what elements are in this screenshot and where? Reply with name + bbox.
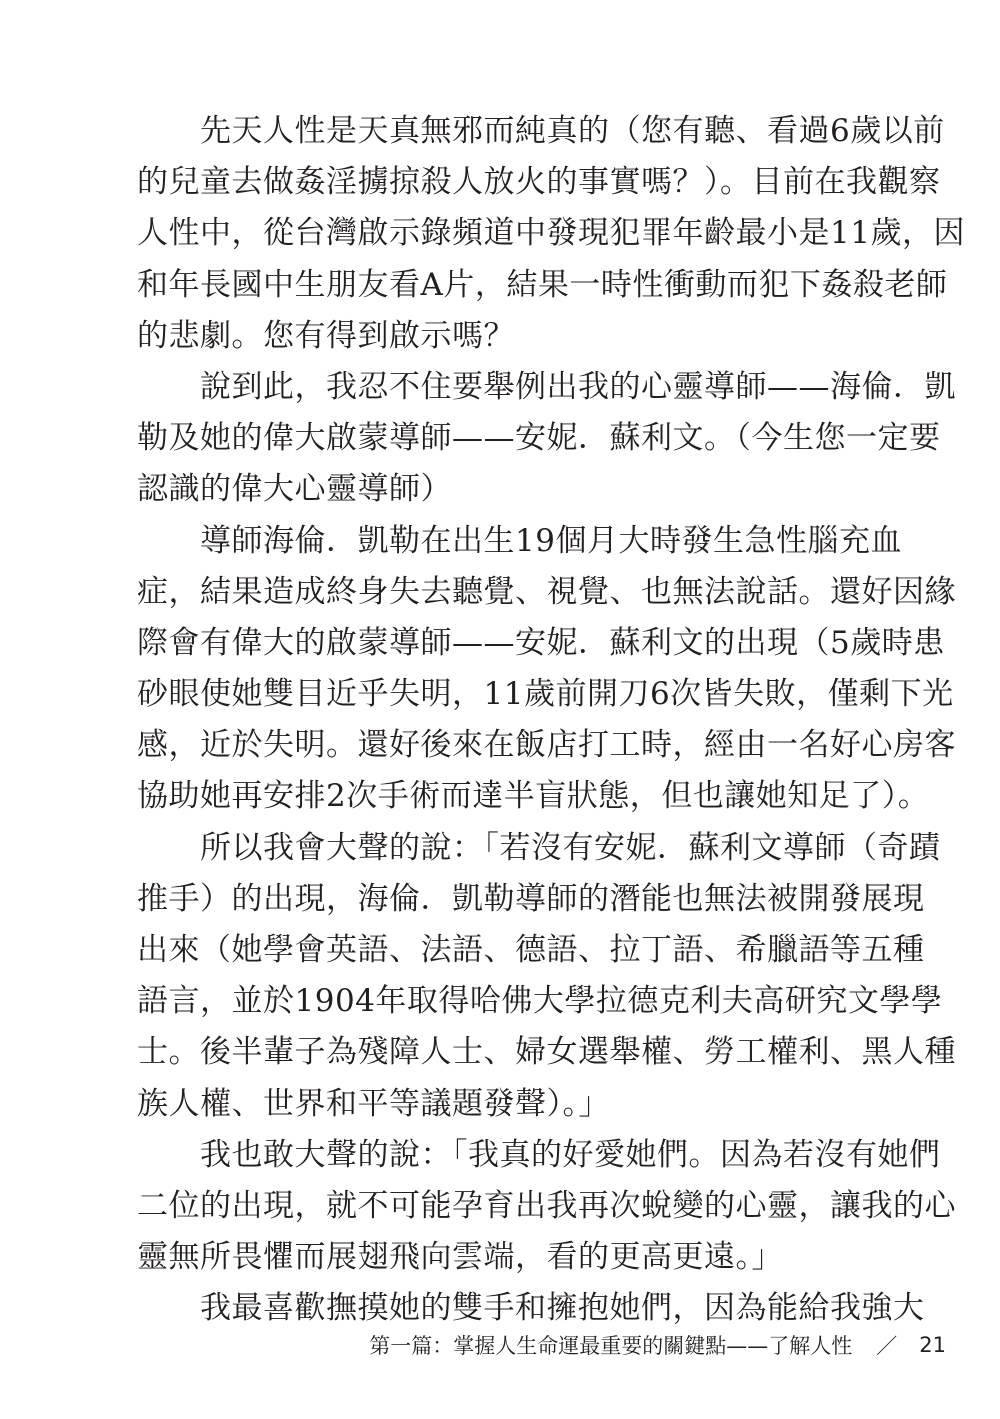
text-line: 導師海倫．凱勒在出生19個月大時發生急性腦充血: [137, 522, 902, 559]
chapter-title: 第一篇：掌握人生命運最重要的關鍵點——了解人性: [369, 1334, 853, 1358]
text-line: 出來（她學會英語、法語、德語、拉丁語、希臘語等五種: [137, 932, 925, 968]
text-line: 族人權、世界和平等議題發聲）。」: [137, 1085, 610, 1122]
body-text: [137, 106, 965, 1335]
text-line: 的悲劇。您有得到啟示嗎？: [137, 317, 515, 354]
text-line: 先天人性是天真無邪而純真的（您有聽、看過6歲以前: [137, 113, 945, 149]
text-line: 的兒童去做姦淫擄掠殺人放火的事實嗎？）。目前在我觀察: [137, 164, 941, 201]
text-line: 砂眼使她雙目近乎失明，11歲前開刀6次皆失敗，僅剩下光: [137, 676, 954, 713]
text-line: 人性中，從台灣啟示錄頻道中發現犯罪年齡最小是11歲，因: [137, 215, 965, 252]
text-line: 感，近於失明。還好後來在飯店打工時，經由一名好心房客: [137, 727, 956, 764]
running-footer: [369, 1330, 946, 1360]
text-line: 我最喜歡撫摸她的雙手和擁抱她們，因為能給我強大: [137, 1290, 925, 1327]
text-line: 說到此，我忍不住要舉例出我的心靈導師——海倫．凱: [137, 368, 956, 405]
text-line: 二位的出現，就不可能孕育出我再次蛻變的心靈，讓我的心: [137, 1187, 956, 1224]
text-line: 推手）的出現，海倫．凱勒導師的潛能也無法被開發展現: [137, 880, 925, 917]
text-line: 症，結果造成終身失去聽覺、視覺、也無法說話。還好因緣: [137, 573, 956, 610]
text-line: 勒及她的偉大啟蒙導師——安妮．蘇利文。（今生您一定要: [137, 420, 941, 457]
page-number: 21: [919, 1333, 946, 1357]
text-line: 靈無所畏懼而展翅飛向雲端，看的更高更遠。」: [137, 1239, 783, 1276]
text-line: 協助她再安排2次手術而達半盲狀態，但也讓她知足了）。: [137, 778, 930, 815]
text-line: 我也敢大聲的說：「我真的好愛她們。因為若沒有她們: [137, 1136, 941, 1173]
text-line: 和年長國中生朋友看A片，結果一時性衝動而犯下姦殺老師: [137, 266, 948, 303]
footer-separator: ／: [876, 1334, 898, 1358]
text-line: 語言，並於1904年取得哈佛大學拉德克利夫高研究文學學: [137, 983, 943, 1020]
text-line: 際會有偉大的啟蒙導師——安妮．蘇利文的出現（5歲時患: [137, 624, 945, 661]
text-line: 士。後半輩子為殘障人士、婦女選舉權、勞工權利、黑人種: [137, 1034, 956, 1071]
text-line: 所以我會大聲的說：「若沒有安妮．蘇利文導師（奇蹟: [137, 829, 941, 866]
text-line: 認識的偉大心靈導師）: [137, 471, 452, 508]
